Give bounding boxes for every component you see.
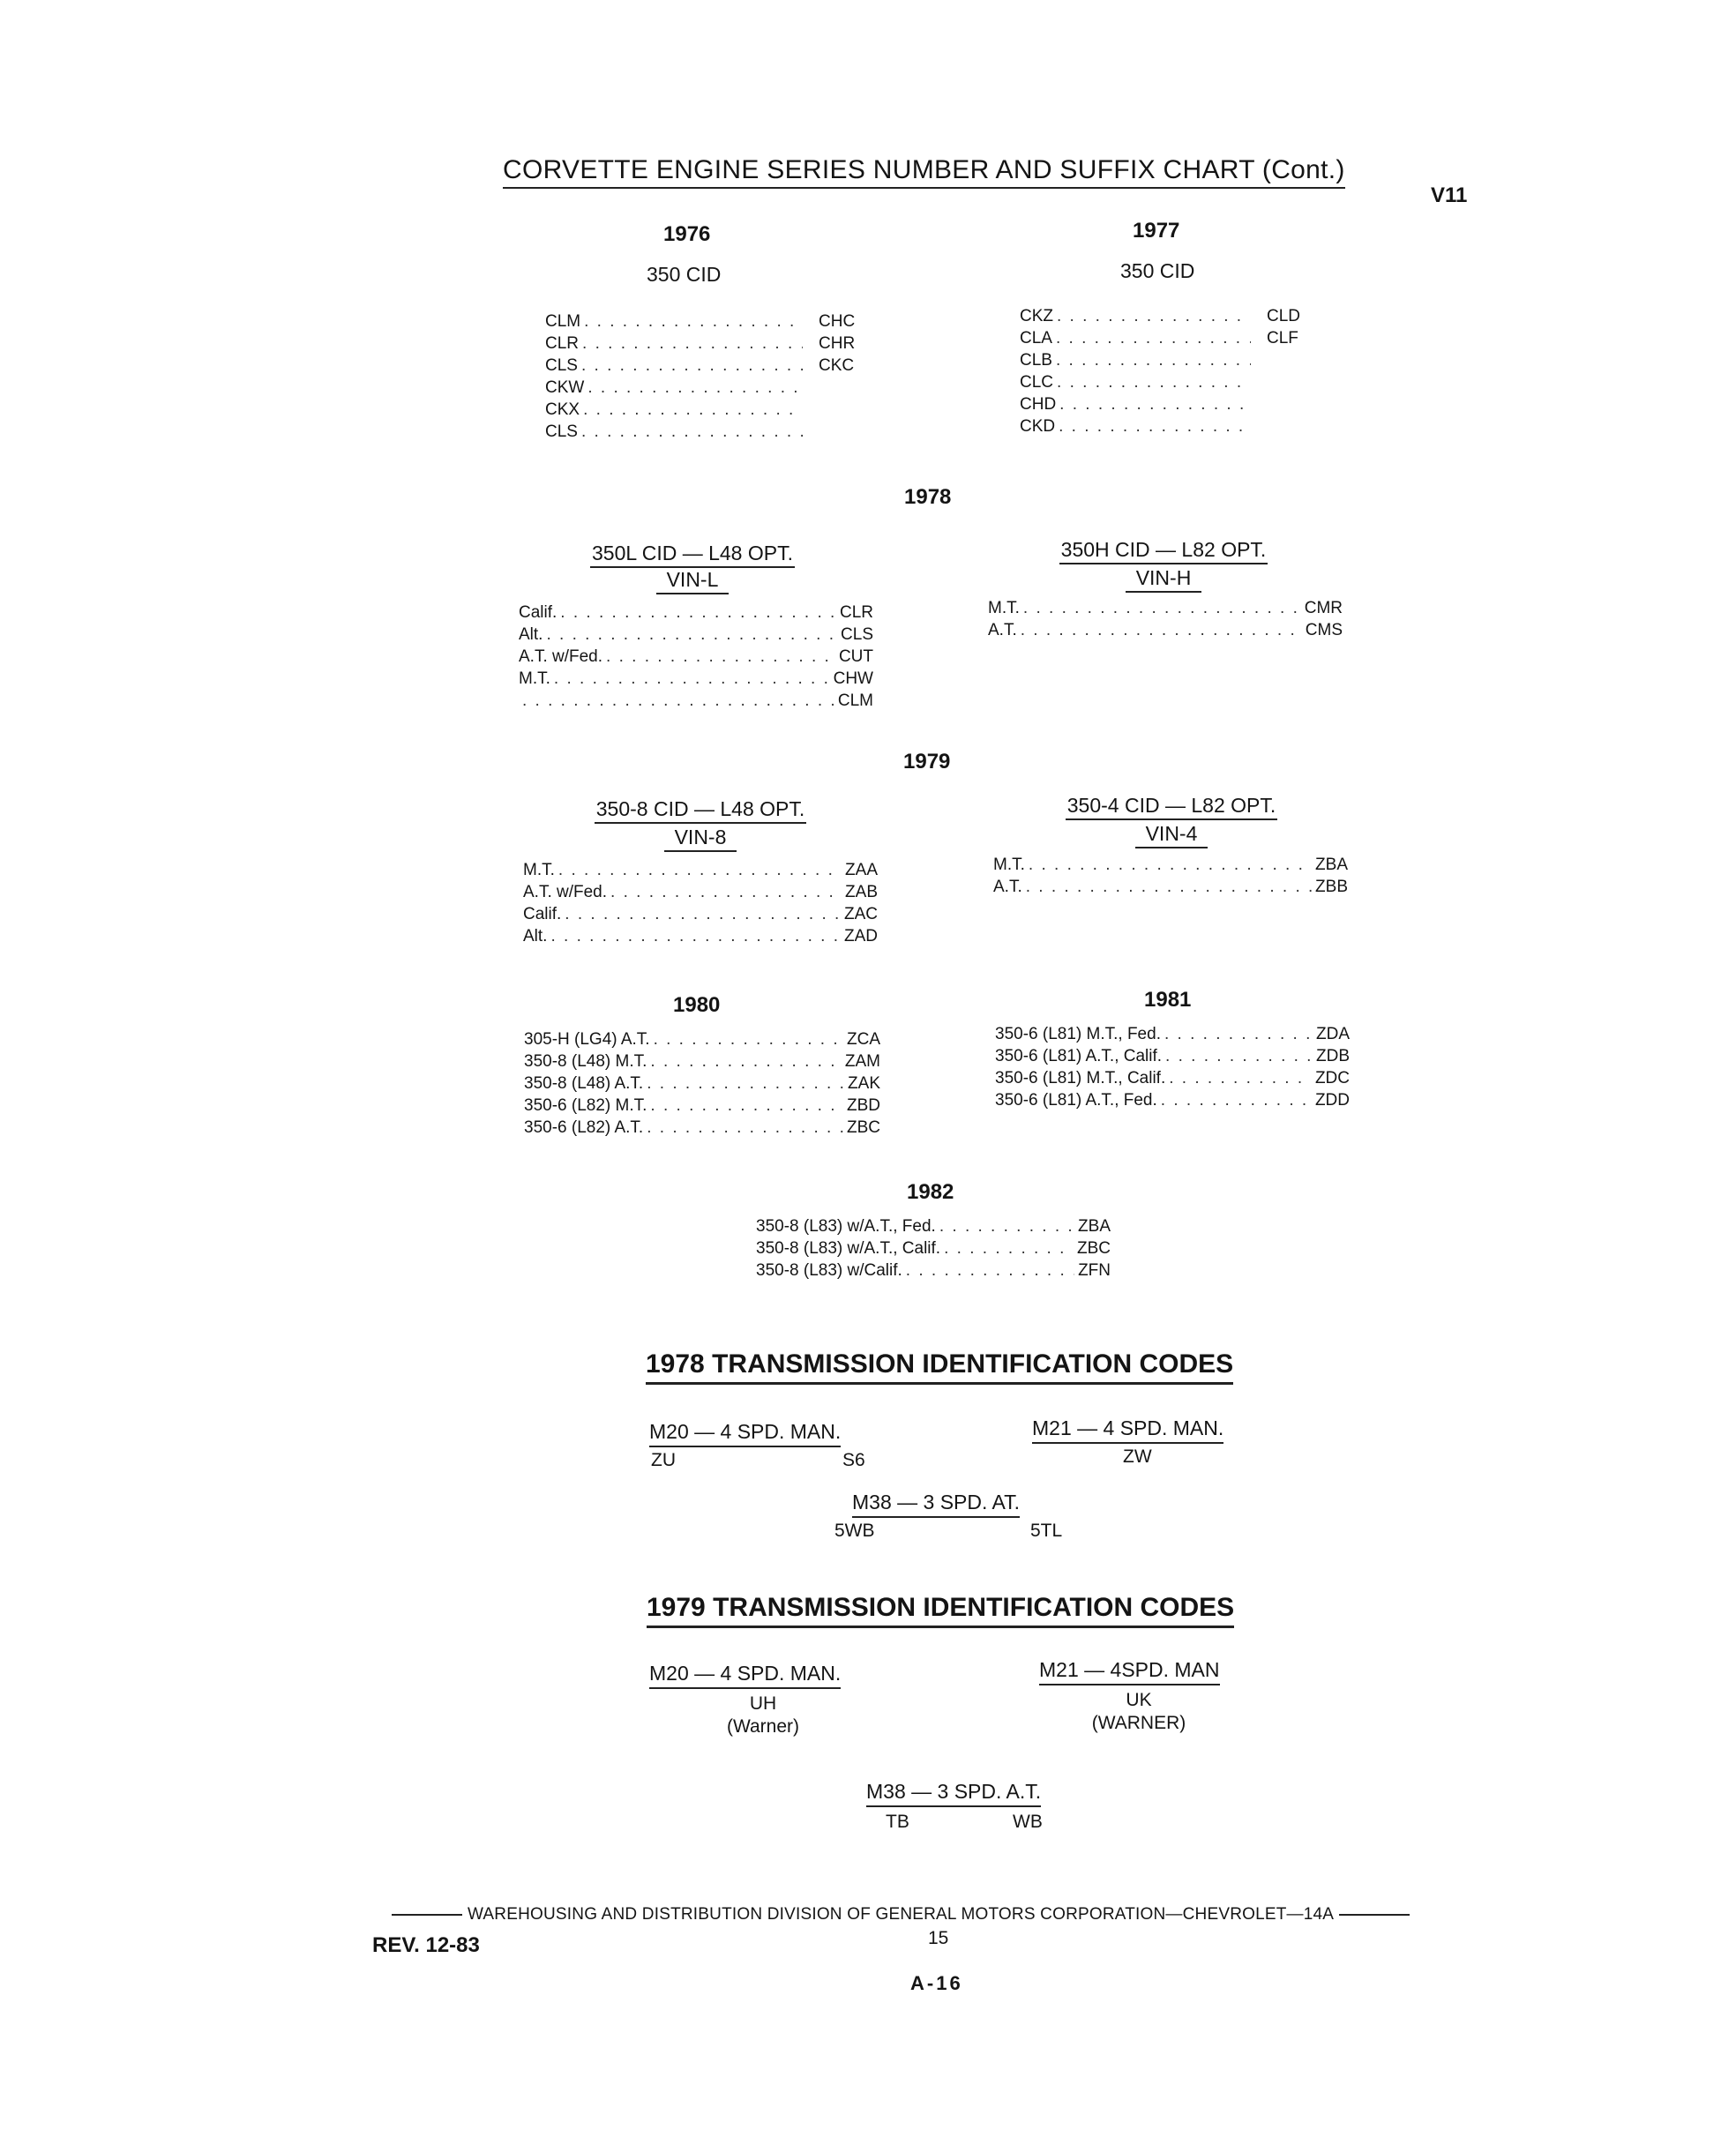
list-item-code: CMS bbox=[1305, 621, 1343, 639]
list-item-code: ZBA bbox=[1078, 1217, 1111, 1236]
list-item-label: CKW bbox=[545, 378, 585, 397]
dot-leader bbox=[906, 1259, 1074, 1282]
list-item-label: 350-8 (L83) w/A.T., Fed. bbox=[756, 1217, 936, 1236]
dot-leader bbox=[581, 421, 803, 443]
dot-leader bbox=[546, 624, 837, 646]
list-item-code: CUT bbox=[838, 647, 873, 666]
list-item-label: CLR bbox=[545, 334, 580, 353]
list-item-label: 305-H (LG4) A.T. bbox=[524, 1030, 650, 1049]
trans-1979-m21-note: (WARNER) bbox=[1091, 1713, 1186, 1733]
list-item-label: 350-8 (L83) w/Calif. bbox=[756, 1261, 902, 1280]
suffix-list-1982 bbox=[756, 1215, 1111, 1282]
dot-leader bbox=[1057, 371, 1251, 393]
footer-division: WAREHOUSING AND DISTRIBUTION DIVISION OF GENERAL MOTORS CORPORATION—CHEVROLET—14A bbox=[386, 1905, 1415, 1925]
list-item-label: CLC bbox=[1020, 373, 1054, 392]
list-item-label: A.T. bbox=[993, 878, 1022, 896]
list-item-label: M.T. bbox=[519, 669, 550, 688]
trans-1979-m38-code2: WB bbox=[1013, 1812, 1043, 1832]
dot-leader bbox=[1059, 393, 1251, 415]
list-item-label: 350-6 (L82) M.T. bbox=[524, 1096, 647, 1115]
list-item-label: CHD bbox=[1020, 395, 1057, 414]
list-item-code: CLR bbox=[839, 603, 873, 622]
list-item-label: 350-8 (L48) A.T. bbox=[524, 1074, 644, 1093]
list-item bbox=[1020, 415, 1311, 437]
list-item-code: ZAB bbox=[845, 883, 878, 901]
list-item bbox=[756, 1215, 1111, 1237]
list-item-code: ZAD bbox=[844, 927, 878, 945]
trans-1979-title: 1979 TRANSMISSION IDENTIFICATION CODES bbox=[647, 1593, 1234, 1628]
list-item bbox=[519, 690, 873, 712]
page-number: 15 bbox=[928, 1928, 949, 1948]
opt-1978-right: 350H CID — L82 OPT. bbox=[1000, 538, 1327, 562]
list-item-label: Calif. bbox=[523, 905, 562, 923]
dot-leader bbox=[581, 355, 803, 377]
list-item bbox=[995, 1023, 1350, 1045]
dot-leader bbox=[1165, 1045, 1313, 1067]
dot-leader bbox=[584, 310, 803, 333]
dot-leader bbox=[610, 881, 842, 903]
list-item bbox=[519, 602, 873, 624]
list-item bbox=[988, 597, 1343, 619]
list-item-code: CKC bbox=[819, 356, 855, 375]
year-1978-heading: 1978 bbox=[904, 485, 952, 509]
suffix-list-1979-right bbox=[993, 854, 1348, 898]
trans-1978-m38-code2: 5TL bbox=[1030, 1521, 1063, 1541]
list-item-label: 350-6 (L81) A.T., Fed. bbox=[995, 1091, 1157, 1110]
suffix-list-1978-left bbox=[519, 602, 873, 712]
trans-1978-title: 1978 TRANSMISSION IDENTIFICATION CODES bbox=[646, 1349, 1233, 1385]
list-item-code: ZCA bbox=[847, 1030, 880, 1049]
suffix-list-1979-left bbox=[523, 859, 878, 947]
list-item bbox=[995, 1067, 1350, 1089]
revision-date: REV. 12-83 bbox=[372, 1933, 480, 1957]
dot-leader bbox=[582, 333, 803, 355]
dot-leader bbox=[560, 602, 836, 624]
list-item bbox=[545, 310, 863, 333]
list-item bbox=[1020, 371, 1311, 393]
list-item bbox=[519, 646, 873, 668]
list-item-label: M.T. bbox=[523, 861, 555, 879]
list-item bbox=[524, 1117, 880, 1139]
dot-leader bbox=[1029, 854, 1312, 876]
list-item bbox=[545, 355, 863, 377]
list-item-code: ZAC bbox=[844, 905, 878, 923]
list-item bbox=[988, 619, 1343, 641]
dot-leader bbox=[587, 377, 803, 399]
list-item bbox=[523, 903, 878, 925]
list-item-label: A.T. w/Fed. bbox=[519, 647, 603, 666]
vin-1978-right: VIN-H bbox=[1000, 566, 1327, 590]
list-item bbox=[756, 1237, 1111, 1259]
dot-leader bbox=[647, 1072, 844, 1095]
list-item-code: ZBC bbox=[1077, 1239, 1111, 1258]
list-item bbox=[524, 1050, 880, 1072]
list-item-label: CKZ bbox=[1020, 307, 1053, 325]
trans-1978-m21-code1: ZW bbox=[1123, 1446, 1152, 1467]
cid-1977: 350 CID bbox=[1120, 259, 1195, 282]
list-item-label: CLS bbox=[545, 422, 578, 441]
year-1980-heading: 1980 bbox=[673, 993, 721, 1017]
list-item bbox=[524, 1072, 880, 1095]
dot-leader bbox=[522, 690, 834, 712]
list-item-code: CLM bbox=[837, 691, 873, 710]
suffix-list-1977 bbox=[1020, 305, 1311, 437]
list-item bbox=[545, 333, 863, 355]
list-item-code: CLD bbox=[1267, 307, 1301, 325]
list-item-label: CLM bbox=[545, 312, 581, 331]
dot-leader bbox=[550, 925, 841, 947]
list-item-code: ZAM bbox=[844, 1052, 880, 1071]
dot-leader bbox=[558, 859, 842, 881]
list-item-code: CHW bbox=[833, 669, 873, 688]
list-item-label: Alt. bbox=[523, 927, 548, 945]
list-item-label: CLA bbox=[1020, 329, 1052, 348]
list-item-code: ZDD bbox=[1314, 1091, 1350, 1110]
page-title: CORVETTE ENGINE SERIES NUMBER AND SUFFIX CHART (Cont.) bbox=[503, 155, 1345, 189]
list-item bbox=[995, 1089, 1350, 1111]
list-item-label: A.T. bbox=[988, 621, 1017, 639]
list-item-label: Alt. bbox=[519, 625, 543, 644]
list-item-label: CKD bbox=[1020, 417, 1056, 436]
dot-leader bbox=[606, 646, 835, 668]
list-item-code: CMR bbox=[1304, 599, 1343, 617]
dot-leader bbox=[944, 1237, 1074, 1259]
suffix-list-1978-right bbox=[988, 597, 1343, 641]
list-item-label: 350-6 (L81) A.T., Calif. bbox=[995, 1047, 1163, 1065]
suffix-list-1981 bbox=[995, 1023, 1350, 1111]
page-code: V11 bbox=[1431, 183, 1468, 207]
list-item-code: ZDC bbox=[1314, 1069, 1350, 1087]
list-item-code: ZAA bbox=[845, 861, 878, 879]
list-item-label: 350-6 (L81) M.T., Calif. bbox=[995, 1069, 1166, 1087]
dot-leader bbox=[1021, 619, 1302, 641]
list-item bbox=[1020, 393, 1311, 415]
opt-1979-right: 350-4 CID — L82 OPT. bbox=[1004, 794, 1339, 818]
dot-leader bbox=[1164, 1023, 1313, 1045]
dot-leader bbox=[939, 1215, 1074, 1237]
trans-1978-m21-head: M21 — 4 SPD. MAN. bbox=[1032, 1416, 1223, 1444]
year-1977-heading: 1977 bbox=[1133, 219, 1180, 243]
list-item-label: 350-6 (L81) M.T., Fed. bbox=[995, 1025, 1161, 1043]
list-item-code: ZBC bbox=[847, 1118, 880, 1137]
list-item-code: CHC bbox=[819, 312, 856, 331]
suffix-list-1976 bbox=[545, 310, 863, 443]
list-item bbox=[993, 854, 1348, 876]
list-item-code: ZBA bbox=[1315, 856, 1348, 874]
year-1976-heading: 1976 bbox=[663, 222, 711, 246]
trans-1978-m38-head: M38 — 3 SPD. AT. bbox=[852, 1491, 1020, 1518]
list-item-code: CHR bbox=[819, 334, 856, 353]
trans-1979-m21-head: M21 — 4SPD. MAN bbox=[1039, 1658, 1220, 1685]
opt-1978-left: 350L CID — L48 OPT. bbox=[529, 542, 856, 565]
list-item-label: M.T. bbox=[988, 599, 1020, 617]
year-1982-heading: 1982 bbox=[907, 1180, 954, 1204]
dot-leader bbox=[583, 399, 803, 421]
list-item bbox=[519, 624, 873, 646]
vin-1979-right: VIN-4 bbox=[1004, 822, 1339, 846]
trans-1979-m20-note: (Warner) bbox=[726, 1716, 800, 1737]
list-item bbox=[523, 925, 878, 947]
dot-leader bbox=[1026, 876, 1312, 898]
list-item bbox=[523, 859, 878, 881]
opt-1979-left: 350-8 CID — L48 OPT. bbox=[533, 797, 868, 821]
trans-1979-m21-code1: UK bbox=[1126, 1690, 1152, 1710]
list-item bbox=[524, 1095, 880, 1117]
list-item-label: CKX bbox=[545, 400, 580, 419]
list-item bbox=[523, 881, 878, 903]
list-item-label: 350-8 (L48) M.T. bbox=[524, 1052, 647, 1071]
trans-1979-m38-head: M38 — 3 SPD. A.T. bbox=[866, 1780, 1041, 1807]
list-item bbox=[993, 876, 1348, 898]
dot-leader bbox=[554, 668, 830, 690]
list-item-code: CLF bbox=[1267, 329, 1298, 348]
dot-leader bbox=[1056, 327, 1251, 349]
list-item-code: ZFN bbox=[1078, 1261, 1111, 1280]
list-item-code: ZBB bbox=[1315, 878, 1348, 896]
list-item-label: M.T. bbox=[993, 856, 1025, 874]
page-id: A-16 bbox=[910, 1972, 963, 1994]
list-item-code: ZBD bbox=[847, 1096, 880, 1115]
list-item bbox=[756, 1259, 1111, 1282]
list-item-label: 350-6 (L82) A.T. bbox=[524, 1118, 644, 1137]
trans-1979-m38-code1: TB bbox=[886, 1812, 909, 1832]
dot-leader bbox=[1169, 1067, 1312, 1089]
list-item-code: ZDA bbox=[1316, 1025, 1350, 1043]
cid-1976: 350 CID bbox=[647, 263, 722, 286]
dot-leader bbox=[647, 1117, 843, 1139]
list-item bbox=[1020, 305, 1311, 327]
trans-1979-m20-head: M20 — 4 SPD. MAN. bbox=[649, 1662, 841, 1689]
list-item bbox=[524, 1028, 880, 1050]
list-item-label: CLB bbox=[1020, 351, 1052, 370]
trans-1979-m20-code1: UH bbox=[749, 1693, 777, 1714]
dot-leader bbox=[1056, 349, 1251, 371]
list-item bbox=[545, 399, 863, 421]
suffix-list-1980 bbox=[524, 1028, 880, 1139]
dot-leader bbox=[650, 1095, 843, 1117]
dot-leader bbox=[1059, 415, 1251, 437]
list-item bbox=[519, 668, 873, 690]
list-item-code: ZDB bbox=[1316, 1047, 1350, 1065]
list-item bbox=[1020, 327, 1311, 349]
trans-1978-m38-code1: 5WB bbox=[834, 1521, 875, 1541]
list-item bbox=[995, 1045, 1350, 1067]
trans-1978-m20-code2: S6 bbox=[842, 1450, 865, 1470]
list-item-code: CLS bbox=[841, 625, 873, 644]
dot-leader bbox=[565, 903, 841, 925]
year-1981-heading: 1981 bbox=[1144, 988, 1192, 1012]
list-item-label: Calif. bbox=[519, 603, 557, 622]
dot-leader bbox=[650, 1050, 841, 1072]
year-1979-heading: 1979 bbox=[903, 750, 951, 774]
list-item bbox=[545, 421, 863, 443]
dot-leader bbox=[654, 1028, 843, 1050]
list-item bbox=[1020, 349, 1311, 371]
list-item-label: CLS bbox=[545, 356, 578, 375]
dot-leader bbox=[1057, 305, 1251, 327]
trans-1978-m20-head: M20 — 4 SPD. MAN. bbox=[649, 1420, 841, 1447]
list-item bbox=[545, 377, 863, 399]
vin-1979-left: VIN-8 bbox=[533, 826, 868, 849]
list-item-code: ZAK bbox=[848, 1074, 880, 1093]
dot-leader bbox=[1161, 1089, 1312, 1111]
list-item-label: 350-8 (L83) w/A.T., Calif. bbox=[756, 1239, 941, 1258]
dot-leader bbox=[1023, 597, 1301, 619]
vin-1978-left: VIN-L bbox=[529, 568, 856, 592]
trans-1978-m20-code1: ZU bbox=[651, 1450, 676, 1470]
list-item-label: A.T. w/Fed. bbox=[523, 883, 608, 901]
